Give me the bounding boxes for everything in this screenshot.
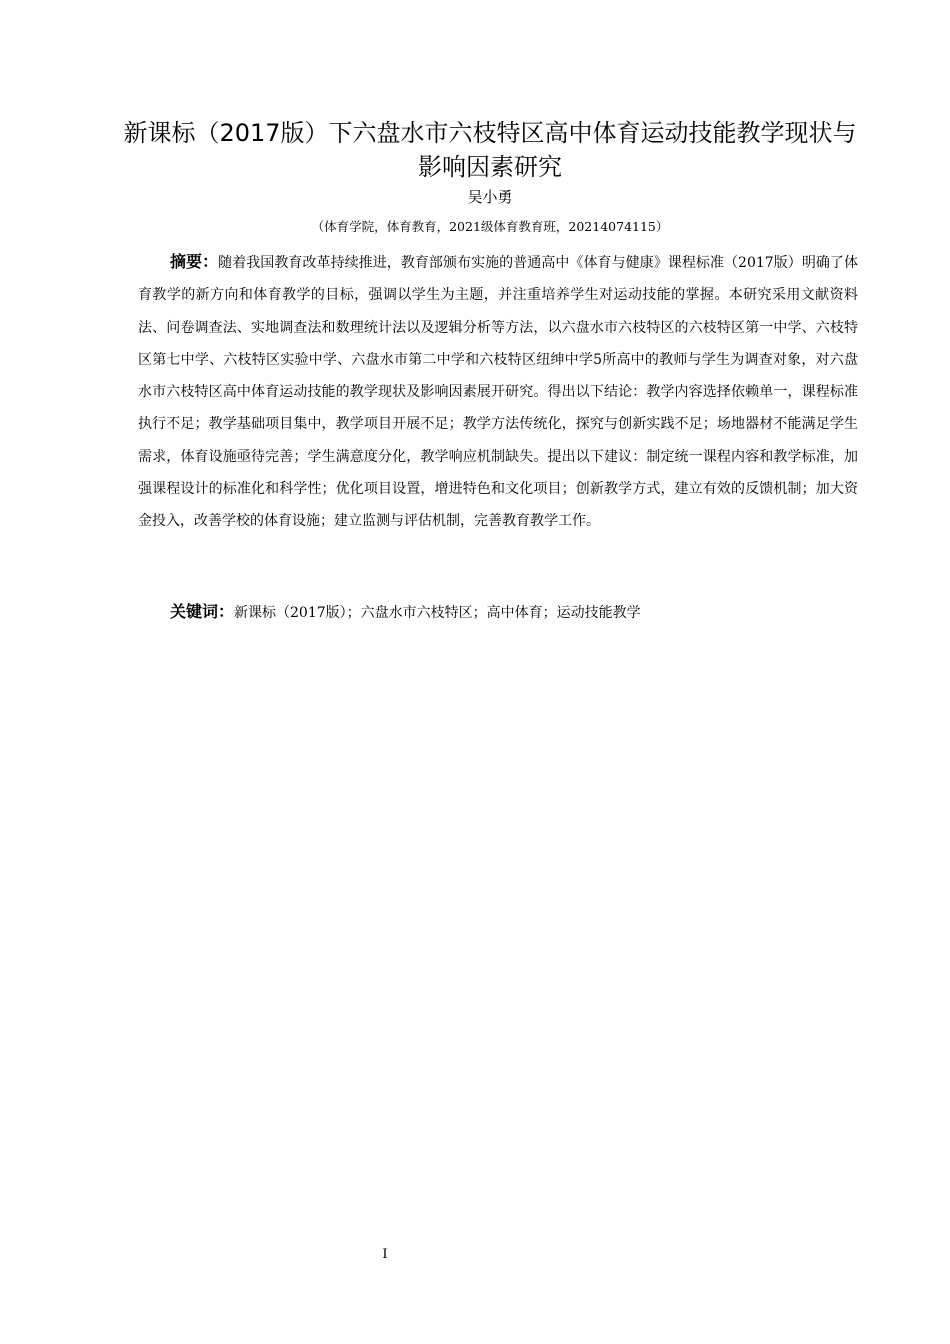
keywords-label: 关键词： bbox=[170, 602, 235, 621]
paper-title: 新课标（2017版）下六盘水市六枝特区高中体育运动技能教学现状与影响因素研究 bbox=[123, 119, 857, 181]
abstract-text: 随着我国教育改革持续推进，教育部颁布实施的普通高中《体育与健康》课程标准（2017版）明确了体育教学的新方向和体育教学的目标，强调以学生为主题，并注重培养学生对运动技能的掌握。本研究采用文献资料法、问卷调查法、实地调查法和数理统计法以及逻辑分析等方法，以六盘水市六枝特区的六枝特区第一中学、六枝特区第七中学、六枝特区实验中学、六盘水市第二中学和六枝特区纽绅中学5所高中的教师与学生为调查对象，对六盘水市六枝特区高中体育运动技能的教学现状及影响因素展开研究。得出以下结论：教学内容选择依赖单一，课程标准执行不足；教学基础项目集中，教学项目开展不足；教学方法传统化，探究与创新实践不足；场地器材不能满足学生需求，体育设施亟待完善；学生满意度分化，教学响应机制缺失。提出以下建议：制定统一课程内容和教学标准，加强课程设计的标准化和科学性；优化项目设置，增进特色和文化项目；创新教学方式，建立有效的反馈机制；加大资金投入，改善学校的体育设施；建立监测与评估机制，完善教育教学工作。 bbox=[138, 255, 858, 530]
abstract-label: 摘要： bbox=[170, 252, 219, 271]
author-affiliation: （体育学院，体育教育，2021级体育教育班，20214074115） bbox=[311, 219, 669, 234]
abstract-paragraph bbox=[138, 246, 858, 538]
keywords-text: 新课标（2017版）；六盘水市六枝特区；高中体育；运动技能教学 bbox=[234, 605, 641, 621]
keywords-paragraph bbox=[138, 597, 858, 628]
author-name: 吴小勇 bbox=[467, 188, 513, 206]
page-number: I bbox=[382, 1247, 388, 1262]
